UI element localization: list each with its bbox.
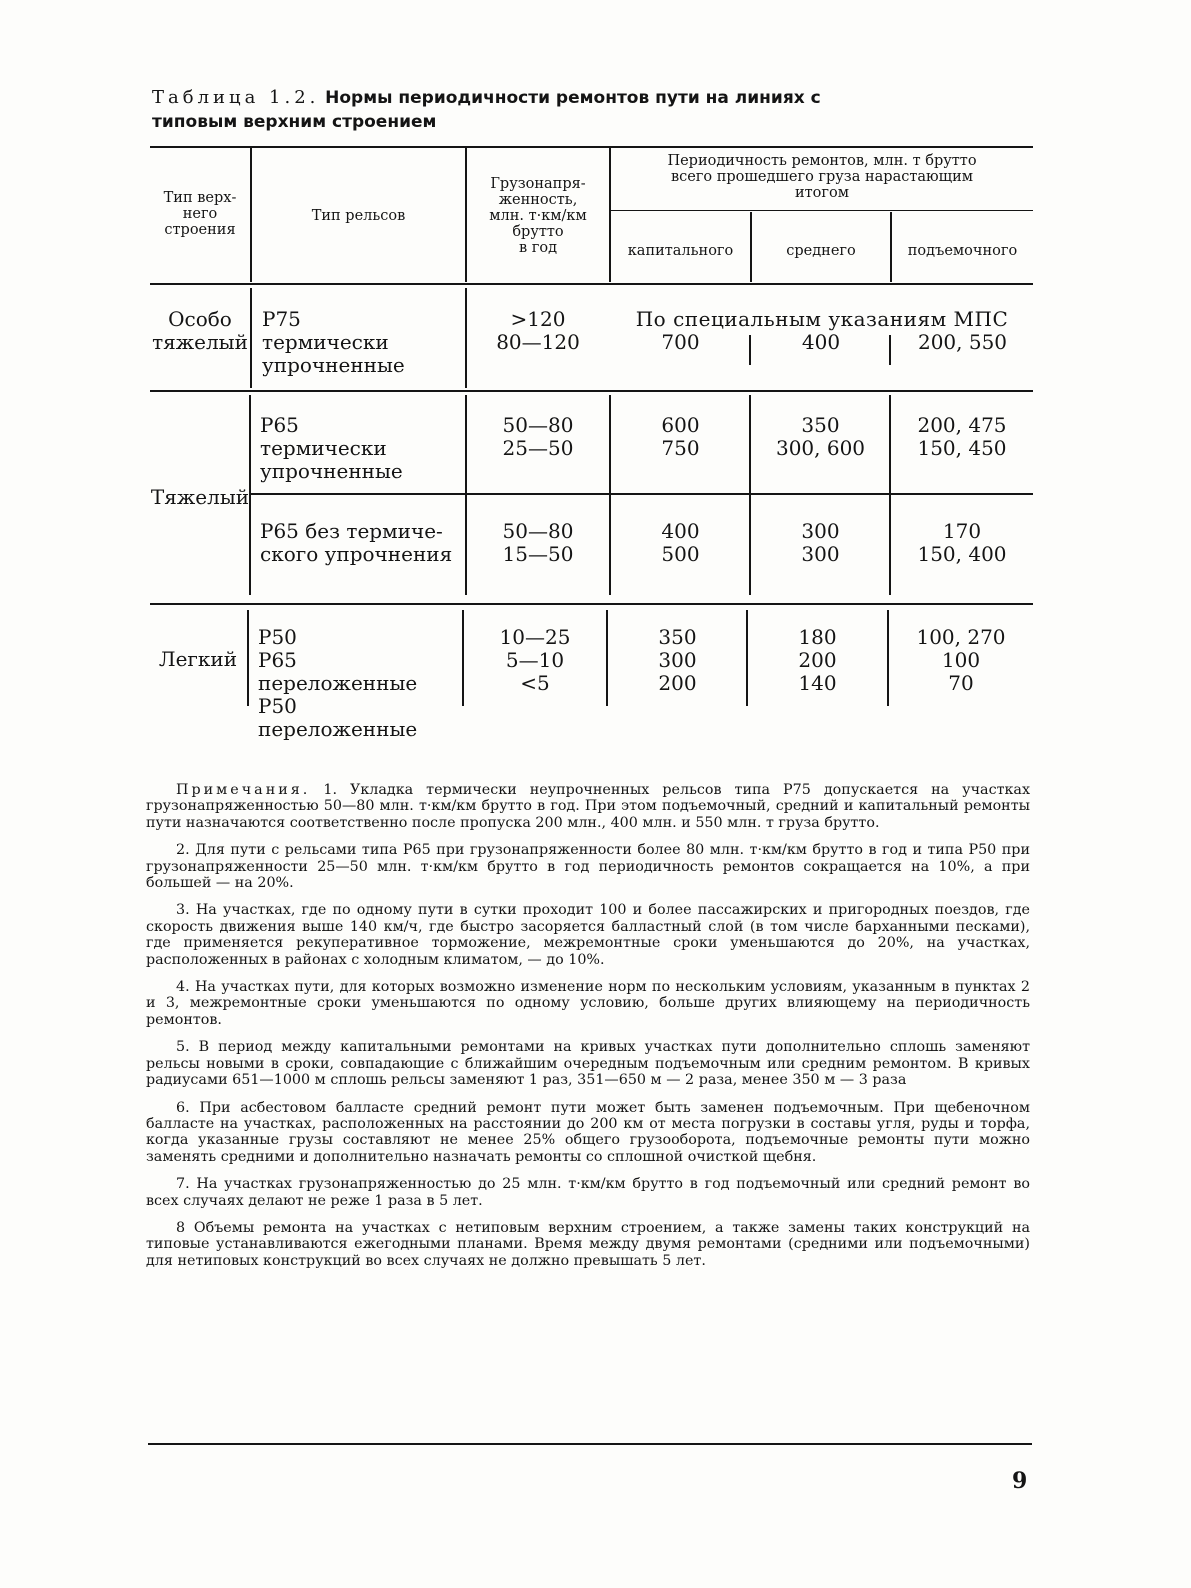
row-type-light: Легкий <box>158 647 238 671</box>
caption-label: Таблица 1.2. <box>152 87 320 108</box>
row-capital-p65-plain: 400 500 <box>661 519 700 566</box>
row-type-extra-heavy: Особо тяжелый <box>152 307 248 354</box>
note-8: 8 Объемы ремонта на участках с нетиповым верхним строением, а также замены таких конструкций на типовые устанавливаются ежегодными планами. Время между двумя ремонтами (средними или подъемочными) для нетиповых конструкций во всех случаях не должно превышать 5 лет. <box>146 1219 1030 1269</box>
row-medium-p65-hardened: 350 300, 600 <box>775 413 866 460</box>
row-lifting-p65-plain: 170 150, 400 <box>917 519 1007 566</box>
row-load-p65-hardened: 50—80 25—50 <box>502 413 574 460</box>
row-lifting-p65-hardened: 200, 475 150, 450 <box>917 413 1007 460</box>
note-1-text: 1. Укладка термически неупрочненных рельсов типа Р75 допускается на участках грузонапряженностью 50—80 млн. т·км/км брутто в год. При этом подъемочный, средний и капитальный ремонты пути назначаются соответственно после пропуска 200 млн., 400 млн. и 550 млн. т груза брутто. <box>146 782 1031 831</box>
header-repair-period: Периодичность ремонтов, млн. т брутто всего прошедшего груза нарастающим итогом <box>667 153 977 201</box>
row-rails-p75: Р75 термически упрочненные <box>262 307 405 377</box>
row-type-heavy: Тяжелый <box>150 485 250 509</box>
row-rails-light: Р50 Р65 переложенные Р50 переложенные <box>258 625 418 741</box>
note-4: 4. На участках пути, для которых возможно изменение норм по нескольким условиям, указанным в пунктах 2 и 3, межремонтные сроки уменьшаются по одному условию, больше других влияющему на периодичность ремонтов. <box>146 979 1030 1028</box>
row-lifting-p75: 200, 550 <box>917 330 1008 354</box>
note-6: 6. При асбестовом балласте средний ремонт пути может быть заменен подъемочным. При щебеночном балласте на участках, расположенных на расстоянии до 200 км от места погрузки в составы угля, руды и торфа, когда указанные грузы составляют не менее 25% общего грузооборота, подъемочные ремонты пути можно заменять средними и дополнительно назначать ремонты со сплошной очисткой щебня. <box>146 1099 1030 1165</box>
notes-label: Примечания. <box>176 782 311 798</box>
header-rail-type: Тип рельсов <box>311 208 406 224</box>
row-medium-light: 180 200 140 <box>798 625 837 695</box>
row-medium-p65-plain: 300 300 <box>801 519 840 566</box>
row-rails-p65-hardened: Р65 термически упрочненные <box>260 413 403 483</box>
note-7: 7. На участках грузонапряженностью до 25 млн. т·км/км брутто в год подъемочный или средний ремонт во всех случаях делают не реже 1 раза в 5 лет. <box>146 1176 1030 1209</box>
header-load: Грузонапря- женность, млн. т·км/км брутто в год <box>489 176 587 256</box>
row-load-light: 10—25 5—10 <5 <box>499 625 571 695</box>
row-capital-light: 350 300 200 <box>658 625 697 695</box>
footer-rule <box>148 1443 1032 1445</box>
header-medium: среднего <box>786 243 856 259</box>
special-instructions: По специальным указаниям МПС <box>635 307 1009 331</box>
row-load-p75: >120 80—120 <box>496 307 580 354</box>
header-structure-type: Тип верх- него строения <box>163 190 237 238</box>
row-load-p65-plain: 50—80 15—50 <box>502 519 574 566</box>
note-1 <box>146 782 1030 831</box>
notes-section <box>146 782 1030 1280</box>
note-2: 2. Для пути с рельсами типа Р65 при грузонапряженности более 80 млн. т·км/км брутто в год и типа Р50 при грузонапряженности 25—50 млн. т·км/км брутто в год периодичность ремонтов сокращается на 10%, а при большей — на 20%. <box>146 842 1030 892</box>
row-medium-p75: 400 <box>801 330 841 354</box>
note-3: 3. На участках, где по одному пути в сутки проходит 100 и более пассажирских и пригородных поездов, где скорость движения выше 140 км/ч, где быстро засоряется балластный слой (в том числе барханными песками), где применяется рекуперативное торможение, межремонтные сроки уменьшаются до 20%, на участках, расположенных в районах с холодным климатом, — до 10%. <box>146 902 1030 968</box>
row-capital-p65-hardened: 600 750 <box>661 413 700 460</box>
caption-title: Нормы периодичности ремонтов пути на линиях с типовым верхним строением <box>152 88 821 132</box>
page-number: 9 <box>1012 1468 1028 1494</box>
header-lifting: подъемочного <box>907 243 1018 259</box>
row-rails-p65-plain: Р65 без термиче- ского упрочнения <box>260 519 453 566</box>
note-5: 5. В период между капитальными ремонтами на кривых участках пути дополнительно сплошь заменяют рельсы новыми в сроки, совпадающие с ближайшим очередным подъемочным или средним ремонтом. В кривых радиусами 651—1000 м сплошь рельсы заменяют 1 раз, 351—650 м — 2 раза, менее 350 м — 3 раза <box>146 1039 1030 1089</box>
row-capital-p75: 700 <box>661 330 700 354</box>
table-caption <box>152 86 892 134</box>
row-lifting-light: 100, 270 100 70 <box>916 625 1006 695</box>
header-capital: капитального <box>627 243 734 259</box>
